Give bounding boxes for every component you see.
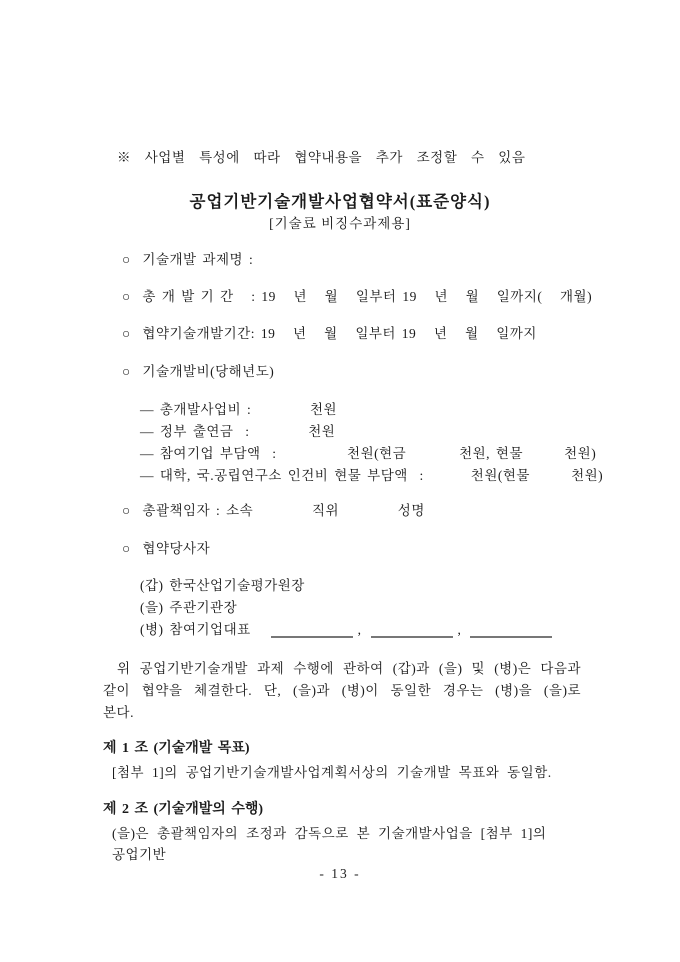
party-row-byung [140, 621, 680, 638]
signature-underline [470, 625, 552, 638]
signature-separator: , [457, 622, 462, 637]
document-subtitle: [기술료 비징수과제용] [269, 216, 411, 231]
article-2-heading: 제 2 조 (기술개발의 수행) [103, 802, 264, 817]
signature-underline [271, 625, 353, 638]
signature-separator: , [357, 622, 362, 637]
party-row-gap: (갑) 한국산업기술평가원장 [140, 578, 305, 593]
note-line: ※ 사업별 특성에 따라 협약내용을 추가 조정할 수 있음 [117, 150, 526, 165]
intro-paragraph: 위 공업기반기술개발 과제 수행에 관하여 (갑)과 (을) 및 (병)은 다음과 같이 협약을 체결한다. 단, (을)과 (병)이 동일한 경우는 (병)을 (을)로 본다. [103, 661, 581, 720]
budget-item-government: — 정부 출연금 : 천원 [140, 424, 336, 439]
budget-item-total: — 총개발사업비 : 천원 [140, 402, 338, 417]
page-number: - 13 - [319, 866, 361, 881]
document-title: 공업기반기술개발사업협약서(표준양식) [189, 192, 491, 211]
budget-section-label: ○ 기술개발비(당해년도) [122, 364, 275, 379]
budget-item-company: — 참여기업 부담액 : 천원(현금 천원, 현물 천원) [140, 446, 597, 461]
field-agreement-period: ○ 협약기술개발기간: 19 년 월 일부터 19 년 월 일까지 [122, 326, 537, 341]
party-row-eul: (을) 주관기관장 [140, 600, 238, 615]
party-label-byung: (병) 참여기업대표 [140, 622, 251, 637]
signature-underline [371, 625, 453, 638]
article-1-text: [첨부 1]의 공업기반기술개발사업계획서상의 기술개발 목표와 동일함. [112, 765, 552, 780]
field-director: ○ 총괄책임자 : 소속 직위 성명 [122, 503, 425, 518]
article-1-heading: 제 1 조 (기술개발 목표) [103, 741, 250, 756]
field-project-name: ○ 기술개발 과제명 : [122, 252, 254, 267]
field-total-period: ○ 총 개 발 기 간 : 19 년 월 일부터 19 년 월 일까지( 개월) [122, 289, 593, 304]
parties-section-label: ○ 협약당사자 [122, 541, 211, 556]
budget-item-university: — 대학, 국.공립연구소 인건비 현물 부담액 : 천원(현물 천원) [140, 468, 604, 483]
article-2-text: (을)은 총괄책임자의 조정과 감독으로 본 기술개발사업을 [첨부 1]의 공업기반 [112, 826, 547, 862]
